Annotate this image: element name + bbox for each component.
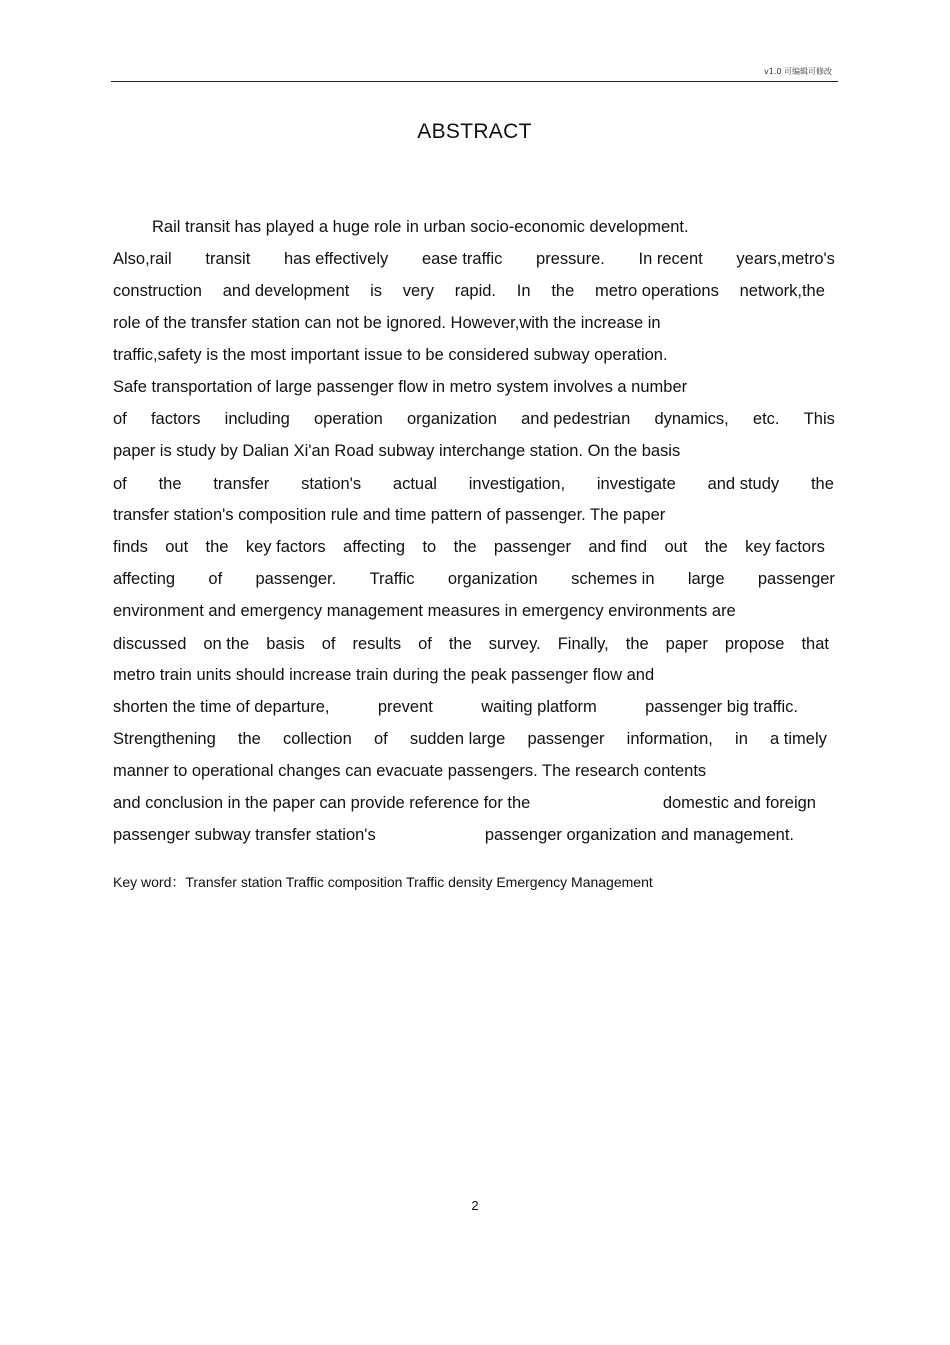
word: results: [352, 635, 402, 653]
abstract-line-14: [113, 634, 829, 654]
abstract-line-9: [113, 474, 834, 494]
word: network,the: [739, 282, 825, 300]
word: the: [205, 538, 229, 556]
abstract-line-10: transfer station's composition rule and time pattern of passenger. The paper: [113, 506, 666, 524]
word: This: [803, 410, 835, 428]
word: paper: [665, 635, 708, 653]
word: metro operations: [595, 282, 719, 300]
word: organization: [407, 410, 497, 428]
word: of: [113, 410, 127, 428]
abstract-line-5: traffic,safety is the most important issue to be considered subway operation.: [113, 346, 668, 364]
word: dynamics,: [654, 410, 729, 428]
word: Finally,: [557, 635, 609, 653]
word: rapid.: [454, 282, 497, 300]
word: schemes in: [571, 570, 655, 588]
word: etc.: [752, 410, 780, 428]
word: out: [664, 538, 688, 556]
word: In: [516, 282, 531, 300]
word: passenger: [527, 730, 605, 748]
header-version: v1.0 可编辑可修改: [764, 67, 832, 76]
word: and find: [588, 538, 648, 556]
word: affecting: [343, 538, 406, 556]
word: a timely: [770, 730, 827, 748]
abstract-line-7: [113, 409, 835, 429]
word: of: [208, 570, 223, 588]
word: of: [373, 730, 388, 748]
word: affecting: [113, 570, 176, 588]
word: the: [453, 538, 477, 556]
word: investigation,: [468, 475, 566, 493]
abstract-line-1: Rail transit has played a huge role in urban socio-economic development.: [152, 218, 689, 236]
abstract-line-20: [113, 825, 794, 845]
abstract-line-19: [113, 793, 816, 813]
word: the: [237, 730, 261, 748]
word: passenger subway transfer station's: [113, 826, 376, 844]
word: transfer: [213, 475, 270, 493]
word: of: [321, 635, 336, 653]
word: discussed: [113, 635, 187, 653]
word: the: [448, 635, 472, 653]
word: operation: [314, 410, 383, 428]
word: transit: [205, 250, 251, 268]
abstract-line-8: paper is study by Dalian Xi'an Road subway interchange station. On the basis: [113, 442, 681, 460]
header-rule: [111, 81, 838, 82]
word: basis: [266, 635, 305, 653]
abstract-line-6: Safe transportation of large passenger flow in metro system involves a number: [113, 378, 688, 396]
abstract-line-17: [113, 729, 827, 749]
page-number: 2: [471, 1198, 479, 1213]
word: and conclusion in the paper can provide reference for the: [113, 794, 531, 812]
word: and study: [707, 475, 780, 493]
word: the: [625, 635, 649, 653]
word: the: [704, 538, 728, 556]
word: years,metro's: [736, 250, 835, 268]
word: actual: [392, 475, 437, 493]
word: domestic and foreign: [662, 794, 816, 812]
word: passenger: [493, 538, 571, 556]
word: waiting platform: [481, 698, 597, 716]
word: sudden large: [409, 730, 506, 748]
word: passenger.: [255, 570, 337, 588]
word: large: [687, 570, 725, 588]
word: the: [810, 475, 834, 493]
abstract-line-13: environment and emergency management measures in emergency environments are: [113, 602, 736, 620]
word: very: [402, 282, 434, 300]
word: finds: [113, 538, 148, 556]
abstract-line-4: role of the transfer station can not be ignored. However,with the increase in: [113, 314, 661, 332]
word: of: [418, 635, 432, 653]
word: including: [224, 410, 290, 428]
word: In recent: [638, 250, 703, 268]
word: passenger: [757, 570, 835, 588]
word: and development: [222, 282, 350, 300]
abstract-line-16: [113, 697, 798, 717]
word: has effectively: [284, 250, 389, 268]
word: collection: [283, 730, 352, 748]
word: prevent: [377, 698, 433, 716]
word: Traffic: [369, 570, 415, 588]
word: key factors: [245, 538, 326, 556]
word: in: [735, 730, 748, 748]
word: passenger organization and management.: [484, 826, 794, 844]
word: investigate: [596, 475, 676, 493]
word: passenger big traffic.: [645, 698, 798, 716]
word: construction: [113, 282, 202, 300]
word: organization: [447, 570, 538, 588]
abstract-line-11: [113, 537, 825, 557]
word: the: [551, 282, 575, 300]
keywords-line: Key word：Transfer station Traffic composition Traffic density Emergency Management: [113, 874, 653, 890]
word: shorten the time of departure,: [113, 698, 330, 716]
abstract-line-18: manner to operational changes can evacuate passengers. The research contents: [113, 762, 707, 780]
word: the: [158, 475, 182, 493]
word: ease traffic: [421, 250, 503, 268]
word: station's: [301, 475, 362, 493]
word: of: [113, 475, 127, 493]
abstract-line-2: [113, 249, 835, 269]
abstract-title: ABSTRACT: [417, 120, 532, 143]
word: and pedestrian: [521, 410, 631, 428]
word: that: [801, 635, 829, 653]
word: Strengthening: [113, 730, 216, 748]
word: on the: [203, 635, 250, 653]
abstract-line-3: [113, 281, 825, 301]
word: to: [422, 538, 437, 556]
word: pressure.: [536, 250, 605, 268]
word: propose: [724, 635, 785, 653]
word: key factors: [745, 538, 825, 556]
word: factors: [150, 410, 201, 428]
abstract-line-12: [113, 569, 835, 589]
word: is: [370, 282, 383, 300]
abstract-line-15: metro train units should increase train during the peak passenger flow and: [113, 666, 655, 684]
word: out: [165, 538, 189, 556]
word: information,: [626, 730, 713, 748]
word: Also,rail: [113, 250, 172, 268]
word: survey.: [488, 635, 541, 653]
